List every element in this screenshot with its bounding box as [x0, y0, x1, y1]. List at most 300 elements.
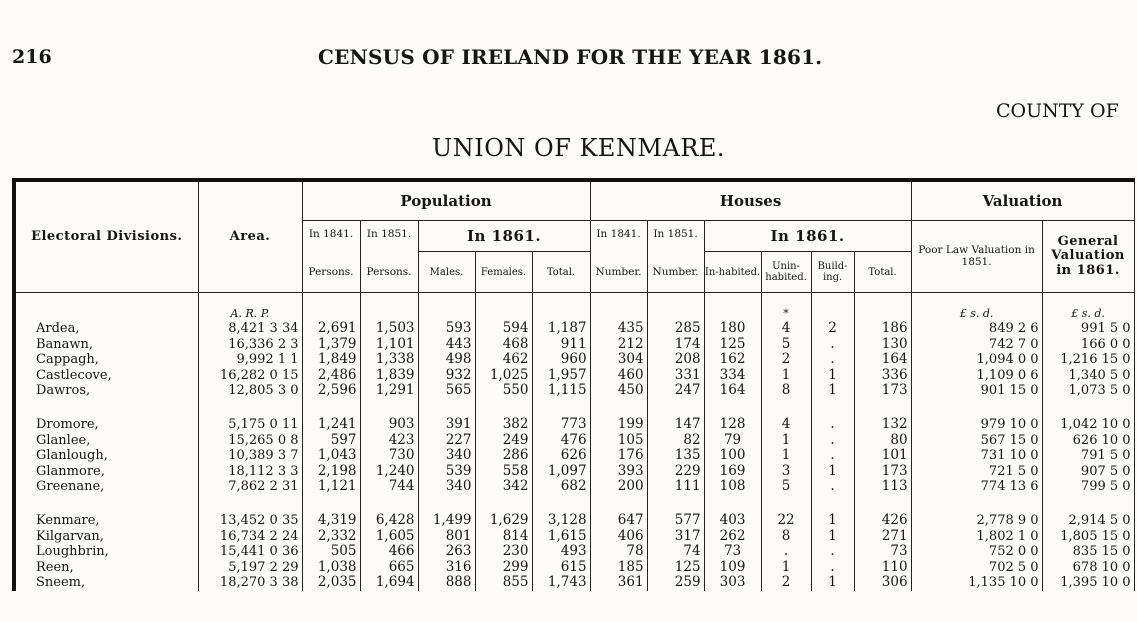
spacer-cell: [761, 399, 811, 417]
houses-1851-cell: 208: [647, 352, 704, 368]
pop-1841-year: In 1841.: [308, 228, 354, 240]
pop-1841-cell: 597: [302, 433, 360, 449]
division-name: Cappagh,: [14, 352, 198, 368]
pop-1851-cell: 903: [360, 417, 418, 433]
houses-1841-year: In 1841.: [596, 228, 641, 240]
general-valuation-cell: 799 5 0: [1042, 479, 1134, 495]
houses-1851-cell: 82: [647, 433, 704, 449]
building-cell: .: [811, 433, 854, 449]
general-valuation-cell: 1,042 10 0: [1042, 417, 1134, 433]
general-valuation-cell: 626 10 0: [1042, 433, 1134, 449]
division-name: Dawros,: [14, 383, 198, 399]
inhabited-cell: 79: [704, 433, 761, 449]
poor-law-cell: 567 15 0: [911, 433, 1042, 449]
poor-law-cell: 702 5 0: [911, 560, 1042, 576]
general-valuation-cell: 791 5 0: [1042, 448, 1134, 464]
houses-1841-cell: 393: [590, 464, 647, 480]
pop-1841-cell: 2,691: [302, 321, 360, 337]
page-number: 216: [12, 46, 52, 68]
pop-total-cell: 1,743: [532, 575, 590, 591]
spacer-cell: [302, 399, 360, 417]
general-valuation-cell: 1,073 5 0: [1042, 383, 1134, 399]
building-cell: .: [811, 337, 854, 353]
houses-1841-cell: 304: [590, 352, 647, 368]
houses-total-cell: 173: [854, 464, 911, 480]
males-cell: 316: [418, 560, 475, 576]
area-cell: 13,452 0 35: [198, 513, 302, 529]
spacer-cell: [418, 495, 475, 513]
table-row: [14, 368, 1134, 384]
inhabited-cell: 334: [704, 368, 761, 384]
spacer-cell: [647, 399, 704, 417]
females-cell: 594: [475, 321, 532, 337]
pop-total-cell: 1,115: [532, 383, 590, 399]
pop-total-cell: 1,187: [532, 321, 590, 337]
females-cell: 382: [475, 417, 532, 433]
uninhabited-cell: 2: [761, 575, 811, 591]
area-cell: 5,197 2 29: [198, 560, 302, 576]
table-row: [14, 479, 1134, 495]
uninhabited-cell: 1: [761, 368, 811, 384]
general-valuation-cell: 835 15 0: [1042, 544, 1134, 560]
males-cell: 340: [418, 479, 475, 495]
females-cell: 249: [475, 433, 532, 449]
inhabited-cell: 403: [704, 513, 761, 529]
spacer-cell: [811, 399, 854, 417]
building-cell: 1: [811, 513, 854, 529]
table-row: [14, 448, 1134, 464]
houses-1851-cell: 174: [647, 337, 704, 353]
uninhabited-cell: 1: [761, 433, 811, 449]
houses-1841-cell: 450: [590, 383, 647, 399]
houses-1851-number: Number.: [652, 265, 699, 278]
females-cell: 814: [475, 529, 532, 545]
males-cell: 227: [418, 433, 475, 449]
pop-total-cell: 960: [532, 352, 590, 368]
houses-1851-cell: 247: [647, 383, 704, 399]
houses-1841-cell: 460: [590, 368, 647, 384]
building-cell: .: [811, 352, 854, 368]
houses-1851-cell: 317: [647, 529, 704, 545]
houses-1851-cell: 259: [647, 575, 704, 591]
spacer-cell: [475, 399, 532, 417]
spacer-cell: [360, 495, 418, 513]
pop-1841-persons: Persons.: [308, 265, 354, 278]
pop-1841-cell: 1,121: [302, 479, 360, 495]
females-cell: 286: [475, 448, 532, 464]
males-cell: 932: [418, 368, 475, 384]
spacer-cell: [854, 399, 911, 417]
houses-total-cell: 113: [854, 479, 911, 495]
spacer-cell: [14, 399, 198, 417]
division-name: Ardea,: [14, 321, 198, 337]
spacer-cell: [475, 495, 532, 513]
houses-1861-header: In 1861.: [704, 221, 911, 252]
population-header: Population: [302, 180, 590, 221]
pop-1851-cell: 6,428: [360, 513, 418, 529]
pop-1851-cell: 1,503: [360, 321, 418, 337]
inhabited-cell: 169: [704, 464, 761, 480]
poor-law-cell: 731 10 0: [911, 448, 1042, 464]
union-title: UNION OF KENMARE.: [432, 134, 726, 162]
building-cell: .: [811, 560, 854, 576]
area-cell: 5,175 0 11: [198, 417, 302, 433]
spacer-cell: [704, 495, 761, 513]
general-valuation-cell: 2,914 5 0: [1042, 513, 1134, 529]
pop-1851-cell: 1,240: [360, 464, 418, 480]
area-cell: 18,270 3 38: [198, 575, 302, 591]
spacer-cell: [532, 399, 590, 417]
area-cell: 12,805 3 0: [198, 383, 302, 399]
uninhabited-cell: 2: [761, 352, 811, 368]
division-name: Banawn,: [14, 337, 198, 353]
inhabited-cell: 180: [704, 321, 761, 337]
table-row: [14, 417, 1134, 433]
spacer-cell: [1042, 495, 1134, 513]
males-cell: 263: [418, 544, 475, 560]
pop-1861-header: In 1861.: [418, 221, 590, 252]
division-name: Glanlee,: [14, 433, 198, 449]
spacer-cell: [590, 495, 647, 513]
males-cell: 565: [418, 383, 475, 399]
poor-law-cell: 849 2 6: [911, 321, 1042, 337]
pop-total-cell: 1,615: [532, 529, 590, 545]
uninhabited-mark: *: [761, 293, 811, 322]
inhabited-cell: 303: [704, 575, 761, 591]
general-valuation-cell: 1,805 15 0: [1042, 529, 1134, 545]
houses-total-header: Total.: [854, 252, 911, 293]
building-cell: .: [811, 448, 854, 464]
general-valuation-cell: 991 5 0: [1042, 321, 1134, 337]
spacer-cell: [302, 495, 360, 513]
area-cell: 15,441 0 36: [198, 544, 302, 560]
pop-1841-cell: 2,332: [302, 529, 360, 545]
spacer-cell: [911, 495, 1042, 513]
houses-total-cell: 186: [854, 321, 911, 337]
pop-1841-cell: 2,198: [302, 464, 360, 480]
females-cell: 1,025: [475, 368, 532, 384]
houses-1841-cell: 406: [590, 529, 647, 545]
table-row: [14, 383, 1134, 399]
uninhabited-cell: .: [761, 544, 811, 560]
houses-total-cell: 110: [854, 560, 911, 576]
spacer-cell: [854, 495, 911, 513]
houses-total-cell: 130: [854, 337, 911, 353]
area-cell: 10,389 3 7: [198, 448, 302, 464]
males-cell: 498: [418, 352, 475, 368]
pop-1851-cell: 1,839: [360, 368, 418, 384]
females-cell: 855: [475, 575, 532, 591]
uninhabited-header: Unin-habited.: [761, 252, 811, 293]
houses-1841-cell: 647: [590, 513, 647, 529]
houses-1841-cell: 212: [590, 337, 647, 353]
pop-1851-cell: 1,101: [360, 337, 418, 353]
uninhabited-cell: 1: [761, 560, 811, 576]
houses-1851-cell: 331: [647, 368, 704, 384]
inhabited-cell: 109: [704, 560, 761, 576]
spacer-cell: [198, 495, 302, 513]
building-cell: 1: [811, 575, 854, 591]
uninhabited-cell: 1: [761, 448, 811, 464]
general-valuation-cell: 166 0 0: [1042, 337, 1134, 353]
males-cell: 1,499: [418, 513, 475, 529]
valuation-header: Valuation: [911, 180, 1134, 221]
houses-total-cell: 80: [854, 433, 911, 449]
pop-total-cell: 626: [532, 448, 590, 464]
spacer-cell: [14, 495, 198, 513]
pop-1851-cell: 466: [360, 544, 418, 560]
division-name: Reen,: [14, 560, 198, 576]
females-cell: 558: [475, 464, 532, 480]
pop-total-cell: 476: [532, 433, 590, 449]
general-valuation-cell: 907 5 0: [1042, 464, 1134, 480]
houses-total-cell: 132: [854, 417, 911, 433]
pop-1841-cell: 1,043: [302, 448, 360, 464]
building-cell: .: [811, 417, 854, 433]
building-cell: 2: [811, 321, 854, 337]
general-valuation-cell: 1,216 15 0: [1042, 352, 1134, 368]
houses-1841-number: Number.: [595, 265, 642, 278]
houses-total-cell: 336: [854, 368, 911, 384]
area-cell: 7,862 2 31: [198, 479, 302, 495]
pop-1851-cell: 1,605: [360, 529, 418, 545]
spacer-cell: [647, 495, 704, 513]
uninhabited-cell: 8: [761, 383, 811, 399]
general-units: £ s. d.: [1042, 293, 1134, 322]
general-valuation-cell: 678 10 0: [1042, 560, 1134, 576]
houses-1841-cell: 78: [590, 544, 647, 560]
group-spacer: [14, 495, 1134, 513]
division-name: Greenane,: [14, 479, 198, 495]
females-cell: 299: [475, 560, 532, 576]
poor-law-cell: 1,135 10 0: [911, 575, 1042, 591]
houses-1851-year: In 1851.: [653, 228, 698, 240]
pop-1841-cell: 1,849: [302, 352, 360, 368]
houses-1851-cell: 285: [647, 321, 704, 337]
uninhabited-cell: 5: [761, 337, 811, 353]
pop-total-cell: 3,128: [532, 513, 590, 529]
poor-law-cell: 742 7 0: [911, 337, 1042, 353]
pop-1841-cell: 4,319: [302, 513, 360, 529]
uninhabited-cell: 4: [761, 321, 811, 337]
inhabited-cell: 164: [704, 383, 761, 399]
houses-1851-cell: 125: [647, 560, 704, 576]
houses-total-cell: 164: [854, 352, 911, 368]
uninhabited-cell: 5: [761, 479, 811, 495]
pop-total-cell: 493: [532, 544, 590, 560]
table-row: [14, 513, 1134, 529]
males-cell: 443: [418, 337, 475, 353]
pop-total-cell: 682: [532, 479, 590, 495]
table-row: [14, 433, 1134, 449]
pop-1841-cell: 505: [302, 544, 360, 560]
division-name: Kilgarvan,: [14, 529, 198, 545]
females-header: Females.: [475, 252, 532, 293]
pop-1851-cell: 423: [360, 433, 418, 449]
general-valuation-cell: 1,395 10 0: [1042, 575, 1134, 591]
table-row: [14, 575, 1134, 591]
pop-1841-cell: 1,241: [302, 417, 360, 433]
inhabited-cell: 125: [704, 337, 761, 353]
inhabited-cell: 108: [704, 479, 761, 495]
houses-1841-cell: 185: [590, 560, 647, 576]
area-header: Area.: [198, 180, 302, 293]
houses-header: Houses: [590, 180, 911, 221]
houses-total-cell: 73: [854, 544, 911, 560]
females-cell: 342: [475, 479, 532, 495]
houses-1841-cell: 199: [590, 417, 647, 433]
area-cell: 8,421 3 34: [198, 321, 302, 337]
pop-1851-header: [360, 221, 418, 293]
general-valuation-cell: 1,340 5 0: [1042, 368, 1134, 384]
division-name: Castlecove,: [14, 368, 198, 384]
males-cell: 391: [418, 417, 475, 433]
general-valuation-header: General Valuation in 1861.: [1042, 221, 1134, 293]
houses-total-cell: 306: [854, 575, 911, 591]
pop-1851-cell: 665: [360, 560, 418, 576]
poor-law-cell: 1,094 0 0: [911, 352, 1042, 368]
houses-1851-header: [647, 221, 704, 293]
inhabited-cell: 262: [704, 529, 761, 545]
males-cell: 340: [418, 448, 475, 464]
males-cell: 801: [418, 529, 475, 545]
pop-1841-cell: 1,379: [302, 337, 360, 353]
table-row: [14, 544, 1134, 560]
electoral-divisions-header: Electoral Divisions.: [14, 180, 198, 293]
males-cell: 593: [418, 321, 475, 337]
females-cell: 230: [475, 544, 532, 560]
table-row: [14, 529, 1134, 545]
poor-law-cell: 2,778 9 0: [911, 513, 1042, 529]
spacer-cell: [704, 399, 761, 417]
females-cell: 550: [475, 383, 532, 399]
poor-law-units: £ s. d.: [911, 293, 1042, 322]
poor-law-cell: 1,802 1 0: [911, 529, 1042, 545]
pop-1841-cell: 2,035: [302, 575, 360, 591]
census-table: [12, 178, 1135, 591]
building-cell: 1: [811, 383, 854, 399]
building-cell: 1: [811, 529, 854, 545]
houses-total-cell: 173: [854, 383, 911, 399]
houses-total-cell: 101: [854, 448, 911, 464]
pop-1851-persons: Persons.: [366, 265, 412, 278]
table-row: [14, 560, 1134, 576]
houses-1851-cell: 229: [647, 464, 704, 480]
houses-total-cell: 426: [854, 513, 911, 529]
area-cell: 9,992 1 1: [198, 352, 302, 368]
units-row: [14, 293, 1134, 322]
division-name: Dromore,: [14, 417, 198, 433]
houses-total-cell: 271: [854, 529, 911, 545]
pop-total-cell: 615: [532, 560, 590, 576]
spacer-cell: [360, 399, 418, 417]
pop-1841-cell: 1,038: [302, 560, 360, 576]
area-cell: 16,734 2 24: [198, 529, 302, 545]
uninhabited-cell: 8: [761, 529, 811, 545]
houses-1851-cell: 111: [647, 479, 704, 495]
poor-law-cell: 721 5 0: [911, 464, 1042, 480]
spacer-cell: [1042, 399, 1134, 417]
poor-law-valuation-header: Poor Law Valuation in 1851.: [911, 221, 1042, 293]
table-row: [14, 352, 1134, 368]
houses-1841-cell: 105: [590, 433, 647, 449]
inhabited-header: In-habited.: [704, 252, 761, 293]
pop-1851-cell: 1,291: [360, 383, 418, 399]
pop-total-header: Total.: [532, 252, 590, 293]
houses-1851-cell: 577: [647, 513, 704, 529]
houses-1841-cell: 361: [590, 575, 647, 591]
pop-total-cell: 773: [532, 417, 590, 433]
table-row: [14, 321, 1134, 337]
pop-1841-cell: 2,486: [302, 368, 360, 384]
poor-law-cell: 1,109 0 6: [911, 368, 1042, 384]
poor-law-cell: 752 0 0: [911, 544, 1042, 560]
division-name: Kenmare,: [14, 513, 198, 529]
area-cell: 16,336 2 3: [198, 337, 302, 353]
spacer-cell: [418, 399, 475, 417]
houses-1841-cell: 435: [590, 321, 647, 337]
group-spacer: [14, 399, 1134, 417]
spacer-cell: [811, 495, 854, 513]
females-cell: 1,629: [475, 513, 532, 529]
pop-1841-header: [302, 221, 360, 293]
houses-1851-cell: 135: [647, 448, 704, 464]
inhabited-cell: 162: [704, 352, 761, 368]
spacer-cell: [198, 399, 302, 417]
poor-law-cell: 979 10 0: [911, 417, 1042, 433]
area-cell: 15,265 0 8: [198, 433, 302, 449]
division-name: Glanlough,: [14, 448, 198, 464]
spacer-cell: [532, 495, 590, 513]
running-title: CENSUS OF IRELAND FOR THE YEAR 1861.: [318, 45, 823, 69]
pop-total-cell: 1,957: [532, 368, 590, 384]
females-cell: 462: [475, 352, 532, 368]
pop-1851-year: In 1851.: [366, 228, 412, 240]
houses-1851-cell: 74: [647, 544, 704, 560]
males-cell: 888: [418, 575, 475, 591]
poor-law-cell: 901 15 0: [911, 383, 1042, 399]
pop-1851-cell: 1,694: [360, 575, 418, 591]
pop-1851-cell: 730: [360, 448, 418, 464]
division-name: Sneem,: [14, 575, 198, 591]
inhabited-cell: 73: [704, 544, 761, 560]
uninhabited-cell: 3: [761, 464, 811, 480]
table-row: [14, 337, 1134, 353]
building-cell: .: [811, 479, 854, 495]
pop-1851-cell: 1,338: [360, 352, 418, 368]
division-name: Loughbrin,: [14, 544, 198, 560]
division-name: Glanmore,: [14, 464, 198, 480]
pop-1851-cell: 744: [360, 479, 418, 495]
inhabited-cell: 100: [704, 448, 761, 464]
poor-law-cell: 774 13 6: [911, 479, 1042, 495]
houses-1841-cell: 176: [590, 448, 647, 464]
area-cell: 18,112 3 3: [198, 464, 302, 480]
houses-1841-header: [590, 221, 647, 293]
pop-total-cell: 911: [532, 337, 590, 353]
area-cell: 16,282 0 15: [198, 368, 302, 384]
females-cell: 468: [475, 337, 532, 353]
males-header: Males.: [418, 252, 475, 293]
males-cell: 539: [418, 464, 475, 480]
table-row: [14, 464, 1134, 480]
census-table-body: [14, 293, 1134, 591]
spacer-cell: [911, 399, 1042, 417]
building-cell: 1: [811, 368, 854, 384]
county-heading: COUNTY OF: [996, 100, 1119, 122]
area-units: A. R. P.: [198, 293, 302, 322]
spacer-cell: [590, 399, 647, 417]
